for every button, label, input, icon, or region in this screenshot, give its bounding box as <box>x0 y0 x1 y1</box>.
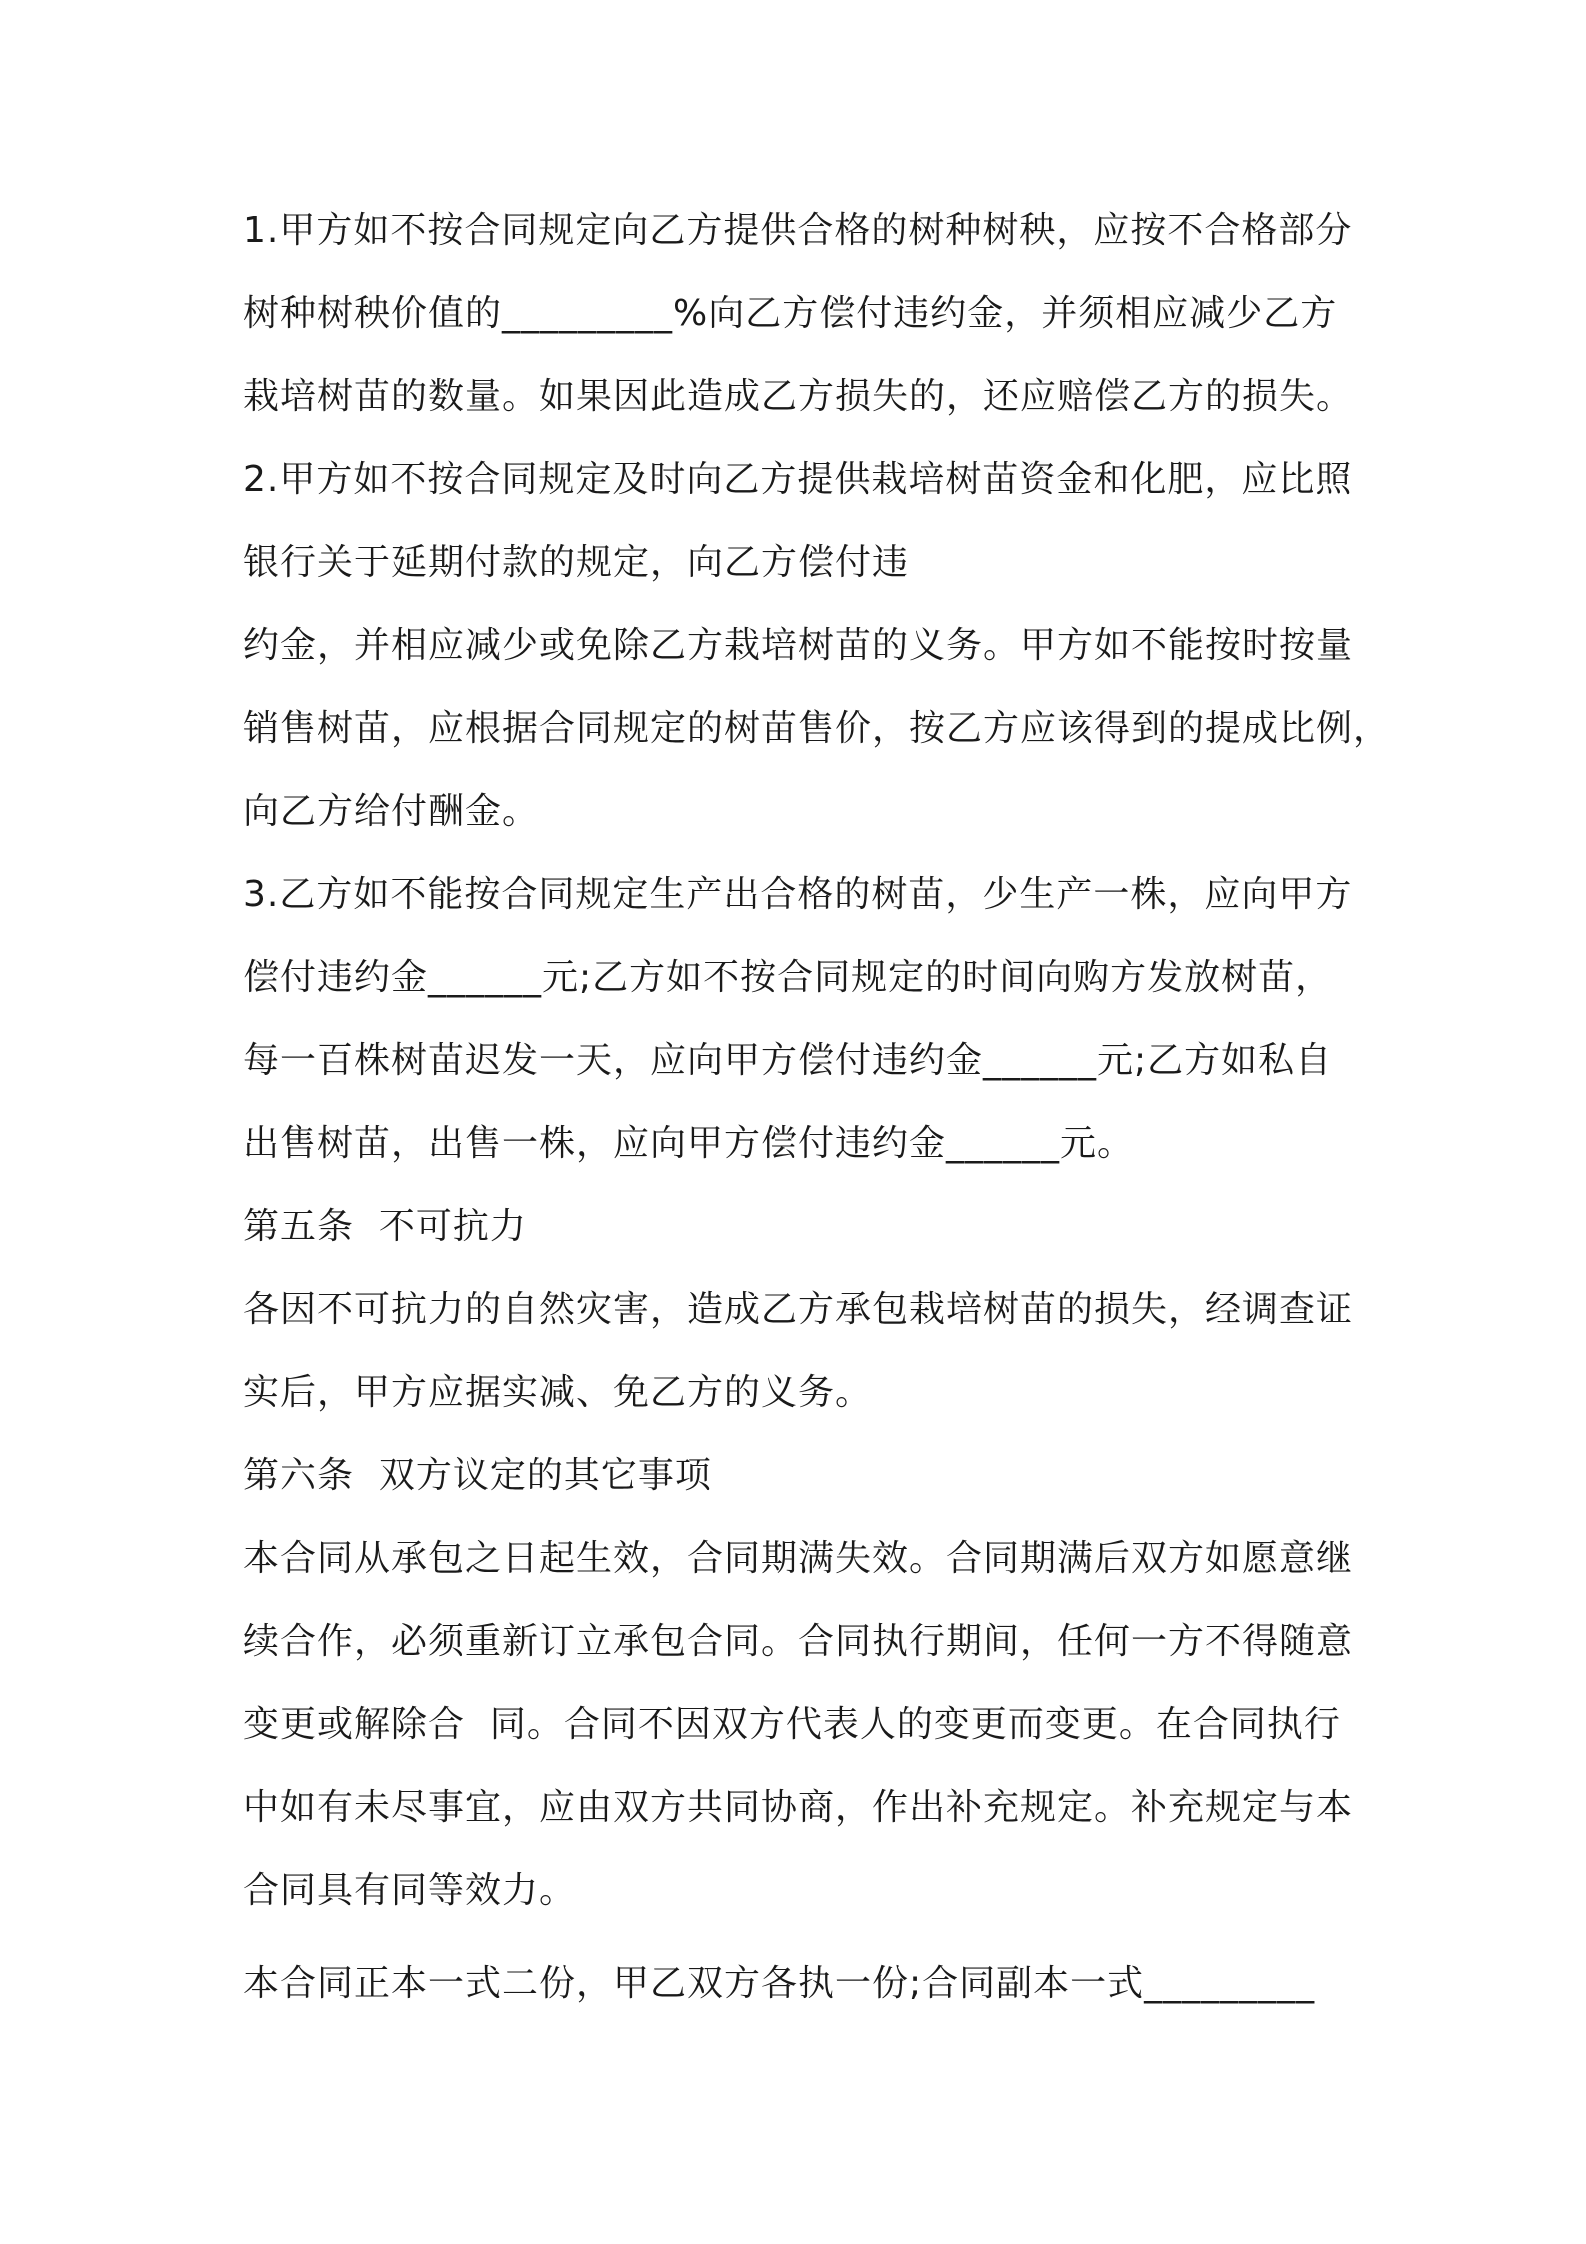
text-line-3: 栽培树苗的数量。如果因此造成乙方损失的，还应赔偿乙方的损失。 <box>243 376 1354 417</box>
section-heading-6: 第六条 双方议定的其它事项 <box>243 1455 712 1496</box>
text-line-12: 出售树苗，出售一株，应向甲方偿付违约金______元。 <box>243 1123 1135 1164</box>
text-line-14: 各因不可抗力的自然灾害，造成乙方承包栽培树苗的损失，经调查证 <box>243 1289 1354 1330</box>
text-line-5: 银行关于延期付款的规定，向乙方偿付违 <box>243 542 910 583</box>
text-line-6: 约金，并相应减少或免除乙方栽培树苗的义务。甲方如不能按时按量 <box>243 625 1354 666</box>
section-heading-5: 第五条 不可抗力 <box>243 1206 527 1247</box>
text-line-18: 续合作，必须重新订立承包合同。合同执行期间，任何一方不得随意 <box>243 1621 1354 1662</box>
text-line-21: 合同具有同等效力。 <box>243 1870 577 1911</box>
text-line-11: 每一百株树苗迟发一天，应向甲方偿付违约金______元;乙方如私自 <box>243 1040 1333 1081</box>
text-line-2: 树种树秧价值的_________%向乙方偿付违约金，并须相应减少乙方 <box>243 293 1338 334</box>
text-line-22: 本合同正本一式二份，甲乙双方各执一份;合同副本一式_________ <box>243 1963 1316 2004</box>
text-line-19: 变更或解除合 同。合同不因双方代表人的变更而变更。在合同执行 <box>243 1704 1341 1745</box>
text-line-9: 3.乙方如不能按合同规定生产出合格的树苗，少生产一株，应向甲方 <box>243 874 1353 915</box>
text-line-8: 向乙方给付酬金。 <box>243 791 540 832</box>
text-line-20: 中如有未尽事宜，应由双方共同协商，作出补充规定。补充规定与本 <box>243 1787 1354 1828</box>
text-line-17: 本合同从承包之日起生效，合同期满失效。合同期满后双方如愿意继 <box>243 1538 1354 1579</box>
text-line-1: 1.甲方如不按合同规定向乙方提供合格的树种树秧，应按不合格部分 <box>243 210 1353 251</box>
text-line-7: 销售树苗，应根据合同规定的树苗售价，按乙方应该得到的提成比例， <box>243 708 1391 749</box>
text-line-15: 实后，甲方应据实减、免乙方的义务。 <box>243 1372 873 1413</box>
text-line-10: 偿付违约金______元;乙方如不按合同规定的时间向购方发放树苗， <box>243 957 1333 998</box>
text-line-4: 2.甲方如不按合同规定及时向乙方提供栽培树苗资金和化肥，应比照 <box>243 459 1353 500</box>
